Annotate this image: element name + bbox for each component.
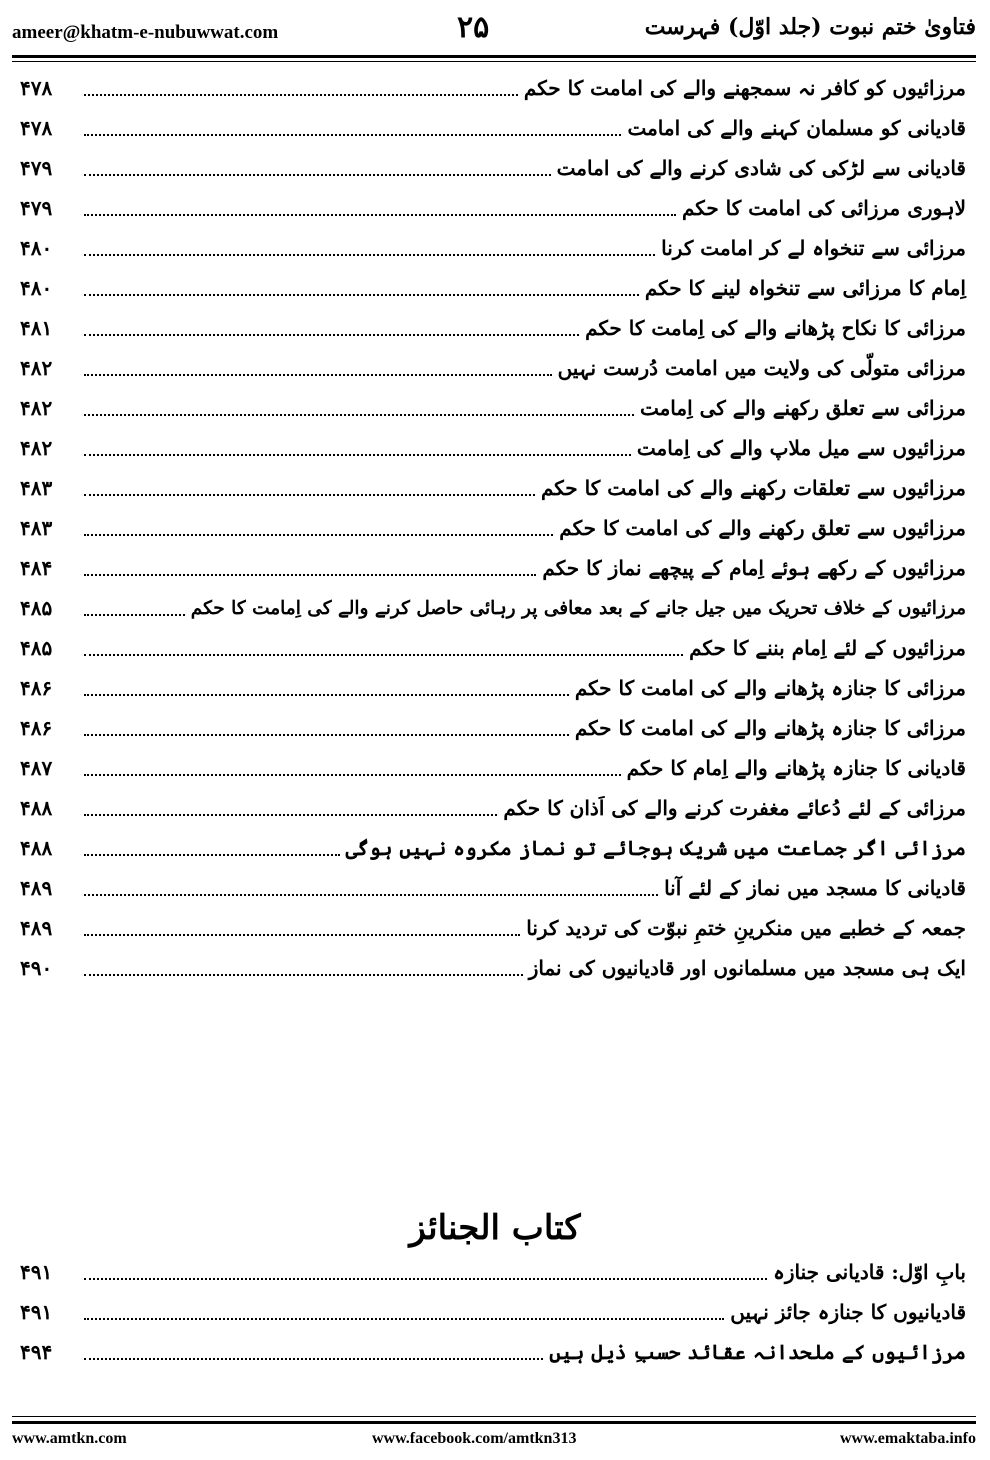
- dot-leader: [84, 94, 518, 96]
- toc-entry-title: لاہوری مرزائی کی امامت کا حکم: [681, 196, 966, 220]
- toc-entry-page: ۴۸۲: [20, 356, 53, 380]
- toc-entry-page: ۴۷۸: [20, 76, 53, 100]
- toc-entry-title: مرزائی سے تنخواہ لے کر امامت کرنا: [661, 236, 966, 260]
- dot-leader: [84, 974, 523, 976]
- toc-entry-title: مرزائی متولّی کی ولایت میں امامت دُرست نہیں: [557, 356, 966, 380]
- dot-leader: [84, 254, 655, 256]
- toc-entry-page: ۴۸۷: [20, 756, 53, 780]
- toc-entry-title: قادیانی کا جنازہ پڑھانے والے اِمام کا حکم: [626, 756, 966, 780]
- toc-entry-page: ۴۸۸: [20, 796, 53, 820]
- toc-entry-title: قادیانی کا مسجد میں نماز کے لئے آنا: [664, 876, 966, 900]
- toc-entry-page: ۴۸۳: [20, 476, 53, 500]
- toc-entry[interactable]: [20, 108, 966, 148]
- toc-entry[interactable]: [20, 148, 966, 188]
- toc-entry-title: قادیانی سے لڑکی کی شادی کرنے والے کی امامت: [556, 156, 966, 180]
- toc-entry[interactable]: [20, 748, 966, 788]
- toc-entry-page: ۴۸۱: [20, 316, 53, 340]
- toc-entry-title: مرزائیوں کو کافر نہ سمجھنے والے کی امامت کا حکم: [523, 76, 966, 100]
- toc-entry-page: ۴۷۹: [20, 156, 53, 180]
- toc-entry-title: مرزائی کا جنازہ پڑھانے والے کی امامت کا حکم: [574, 676, 966, 700]
- toc-entry[interactable]: [20, 708, 966, 748]
- toc-entry-page: ۴۸۹: [20, 876, 53, 900]
- section-heading: کتاب الجنائز: [409, 1208, 581, 1248]
- header-rule-thin: [12, 61, 976, 62]
- toc-entry-title: اِمام کا مرزائی سے تنخواہ لینے کا حکم: [644, 276, 966, 300]
- dot-leader: [84, 494, 535, 496]
- toc-entry-title: جمعہ کے خطبے میں منکرینِ ختمِ نبوّت کی تردید کرنا: [526, 916, 966, 940]
- page-footer: [12, 1430, 976, 1454]
- dot-leader: [84, 174, 551, 176]
- toc-entry-page: ۴۸۰: [20, 236, 53, 260]
- header-rule-thick: [12, 55, 976, 58]
- toc-entry-page: ۴۸۸: [20, 836, 53, 860]
- footer-link-facebook[interactable]: www.facebook.com/amtkn313: [372, 1430, 577, 1447]
- header-email[interactable]: ameer@khatm-e-nubuwwat.com: [12, 22, 279, 43]
- toc-entry-title: قادیانی کو مسلمان کہنے والے کی امامت: [627, 116, 966, 140]
- toc-entry[interactable]: [20, 308, 966, 348]
- dot-leader: [84, 454, 631, 456]
- toc-entry-page: ۴۸۲: [20, 396, 53, 420]
- dot-leader: [84, 934, 520, 936]
- dot-leader: [84, 814, 497, 816]
- toc-entry[interactable]: [20, 908, 966, 948]
- toc-entry-page: ۴۸۹: [20, 916, 53, 940]
- toc-entry[interactable]: [20, 228, 966, 268]
- toc-entry-title: مرزائیوں کے خلاف تحریک میں جیل جانے کے بعد معافی پر رہائی حاصل کرنے والے کی اِمامت کا حکم: [190, 597, 966, 619]
- toc-entry-title: مرزائی اگر جماعت میں شریک ہوجائے تو نماز مکروہ نہیں ہوگی: [345, 836, 966, 860]
- toc-entry-title: قادیانیوں کا جنازہ جائز نہیں: [730, 1300, 966, 1324]
- section-contents: [20, 1252, 966, 1372]
- toc-entry-title: مرزائیوں کے رکھے ہوئے اِمام کے پیچھے نماز کا حکم: [542, 556, 966, 580]
- footer-rule-thick: [12, 1421, 976, 1424]
- toc-entry[interactable]: [20, 788, 966, 828]
- dot-leader: [84, 414, 634, 416]
- toc-entry-page: ۴۸۶: [20, 716, 53, 740]
- toc-entry-title: بابِ اوّل: قادیانی جنازہ: [773, 1260, 966, 1284]
- dot-leader: [84, 134, 621, 136]
- toc-entry-page: ۴۹۰: [20, 956, 53, 980]
- toc-entry[interactable]: [20, 68, 966, 108]
- dot-leader: [84, 614, 185, 616]
- toc-entry-page: ۴۸۵: [20, 636, 53, 660]
- toc-entry-title: مرزائی کا جنازہ پڑھانے والے کی امامت کا حکم: [574, 716, 966, 740]
- toc-entry[interactable]: [20, 1292, 966, 1332]
- dot-leader: [84, 654, 683, 656]
- toc-entry[interactable]: [20, 1332, 966, 1372]
- toc-entry-title: مرزائیوں کے لئے اِمام بننے کا حکم: [689, 636, 966, 660]
- footer-link-amtkn[interactable]: www.amtkn.com: [12, 1430, 127, 1447]
- dot-leader: [84, 734, 569, 736]
- toc-entry[interactable]: [20, 268, 966, 308]
- dot-leader: [84, 334, 579, 336]
- toc-entry[interactable]: [20, 1252, 966, 1292]
- toc-entry[interactable]: [20, 948, 966, 988]
- table-of-contents: [20, 68, 966, 988]
- toc-entry-page: ۴۸۴: [20, 556, 53, 580]
- toc-entry-page: ۴۷۸: [20, 116, 53, 140]
- toc-entry-title: مرزائی کے لئے دُعائے مغفرت کرنے والے کی اَذان کا حکم: [503, 796, 966, 820]
- toc-entry[interactable]: [20, 828, 966, 868]
- dot-leader: [84, 214, 676, 216]
- toc-entry[interactable]: [20, 428, 966, 468]
- toc-entry[interactable]: [20, 868, 966, 908]
- dot-leader: [84, 294, 639, 296]
- toc-entry-page: ۴۸۲: [20, 436, 53, 460]
- dot-leader: [84, 1318, 724, 1320]
- dot-leader: [84, 574, 536, 576]
- toc-entry-page: ۴۸۳: [20, 516, 53, 540]
- toc-entry-page: ۴۸۰: [20, 276, 53, 300]
- footer-link-emaktaba[interactable]: www.emaktaba.info: [839, 1430, 976, 1447]
- toc-entry[interactable]: [20, 668, 966, 708]
- footer-rule-thin: [12, 1416, 976, 1417]
- toc-entry-title: ایک ہی مسجد میں مسلمانوں اور قادیانیوں کی نماز: [528, 956, 966, 980]
- toc-entry-title: مرزائیوں سے تعلقات رکھنے والے کی امامت کا حکم: [540, 476, 966, 500]
- toc-entry-page: ۴۹۱: [20, 1260, 53, 1284]
- dot-leader: [84, 774, 621, 776]
- dot-leader: [84, 694, 569, 696]
- toc-entry[interactable]: [20, 188, 966, 228]
- toc-entry[interactable]: [20, 508, 966, 548]
- toc-entry[interactable]: [20, 388, 966, 428]
- toc-entry[interactable]: [20, 588, 966, 628]
- dot-leader: [84, 1278, 767, 1280]
- book-title: فتاویٰ ختم نبوت (جلد اوّل) فہرست: [644, 14, 976, 40]
- toc-entry[interactable]: [20, 468, 966, 508]
- toc-entry-title: مرزائیوں سے میل ملاپ والے کی اِمامت: [636, 436, 966, 460]
- dot-leader: [84, 534, 553, 536]
- page-number: ۲۵: [457, 10, 490, 45]
- page-header: [12, 10, 976, 52]
- toc-entry-title: مرزائیوں کے ملحدانہ عقائد حسبِ ذیل ہیں: [549, 1340, 966, 1364]
- toc-entry[interactable]: [20, 628, 966, 668]
- toc-entry-title: مرزائی سے تعلق رکھنے والے کی اِمامت: [639, 396, 966, 420]
- toc-entry-page: ۴۸۶: [20, 676, 53, 700]
- toc-entry-page: ۴۸۵: [20, 596, 53, 620]
- toc-entry-page: ۴۷۹: [20, 196, 53, 220]
- dot-leader: [84, 854, 340, 856]
- dot-leader: [84, 894, 658, 896]
- toc-entry-page: ۴۹۱: [20, 1300, 53, 1324]
- dot-leader: [84, 1358, 543, 1360]
- toc-entry-title: مرزائی کا نکاح پڑھانے والے کی اِمامت کا حکم: [585, 316, 966, 340]
- dot-leader: [84, 374, 552, 376]
- toc-entry[interactable]: [20, 548, 966, 588]
- toc-entry-page: ۴۹۴: [20, 1340, 53, 1364]
- toc-entry[interactable]: [20, 348, 966, 388]
- toc-entry-title: مرزائیوں سے تعلق رکھنے والے کی امامت کا حکم: [559, 516, 966, 540]
